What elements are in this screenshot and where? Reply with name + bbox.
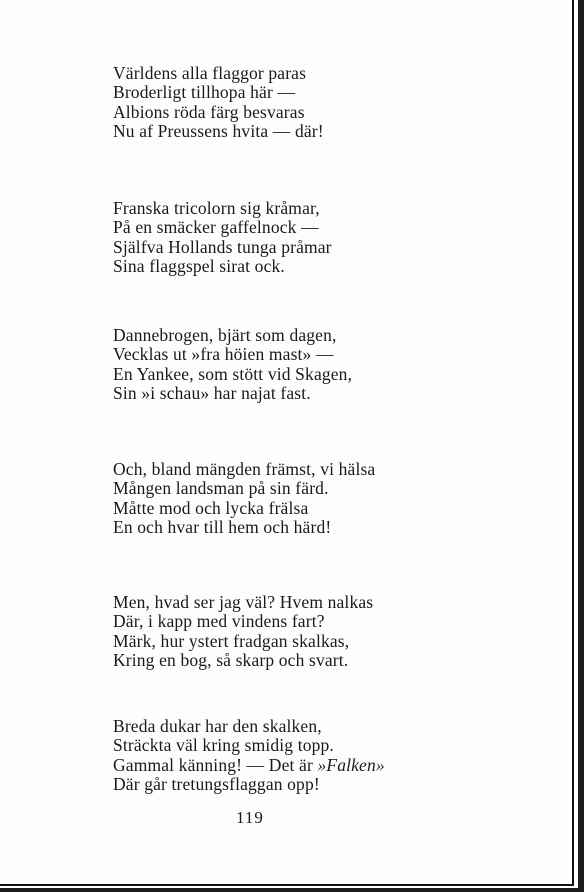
stanza-6: [113, 717, 385, 794]
verse-line: Franska tricolorn sig kråmar,: [113, 198, 320, 218]
stanza-5: [113, 593, 373, 670]
verse-line: Sin »i schau» har najat fast.: [113, 382, 311, 403]
verse-line: Mången landsman på sin färd.: [113, 478, 329, 499]
verse-line: Själfva Hollands tunga pråmar: [113, 236, 332, 257]
scan-edge-bottom: [0, 888, 584, 892]
verse-line: Broderligt tillhopa här —: [113, 82, 296, 103]
verse-line: Men, hvad ser jag väl? Hvem nalkas: [113, 592, 374, 612]
ship-name-emphasis: »Falken»: [317, 754, 385, 775]
verse-line: En och hvar till hem och härd!: [113, 516, 332, 537]
verse-line-with-emphasis: [113, 756, 385, 775]
stanza-1: [113, 64, 324, 141]
page-number: 119: [236, 808, 264, 827]
verse-line: Albions röda färg besvaras: [113, 101, 305, 122]
stanza-4: [113, 460, 375, 537]
verse-line: Märk, hur ystert fradgan skalkas,: [113, 630, 350, 651]
verse-line: Där går tretungsflaggan opp!: [113, 773, 320, 794]
verse-line: Och, bland mängden främst, vi hälsa: [113, 459, 376, 479]
verse-line: En Yankee, som stött vid Skagen,: [113, 363, 353, 384]
stanza-3: [113, 326, 352, 403]
verse-line: Världens alla flaggor paras: [113, 63, 307, 83]
verse-line: Vecklas ut »fra höien mast» —: [113, 344, 334, 365]
verse-line: Sträckta väl kring smidig topp.: [113, 735, 334, 756]
stanza-2: [113, 199, 332, 276]
verse-line: Kring en bog, så skarp och svart.: [113, 649, 349, 670]
verse-line: På en smäcker gaffelnock —: [113, 217, 319, 238]
verse-line-text: Gammal känning! — Det är: [113, 754, 313, 775]
verse-line: Måtte mod och lycka frälsa: [113, 497, 309, 518]
verse-line: Breda dukar har den skalken,: [113, 716, 322, 736]
verse-line: Nu af Preussens hvita — där!: [113, 120, 324, 141]
verse-line: Där, i kapp med vindens fart?: [113, 611, 325, 632]
verse-line: Dannebrogen, bjärt som dagen,: [113, 325, 337, 345]
verse-line: Sina flaggspel sirat ock.: [113, 255, 285, 276]
scan-edge-right: [578, 0, 584, 892]
